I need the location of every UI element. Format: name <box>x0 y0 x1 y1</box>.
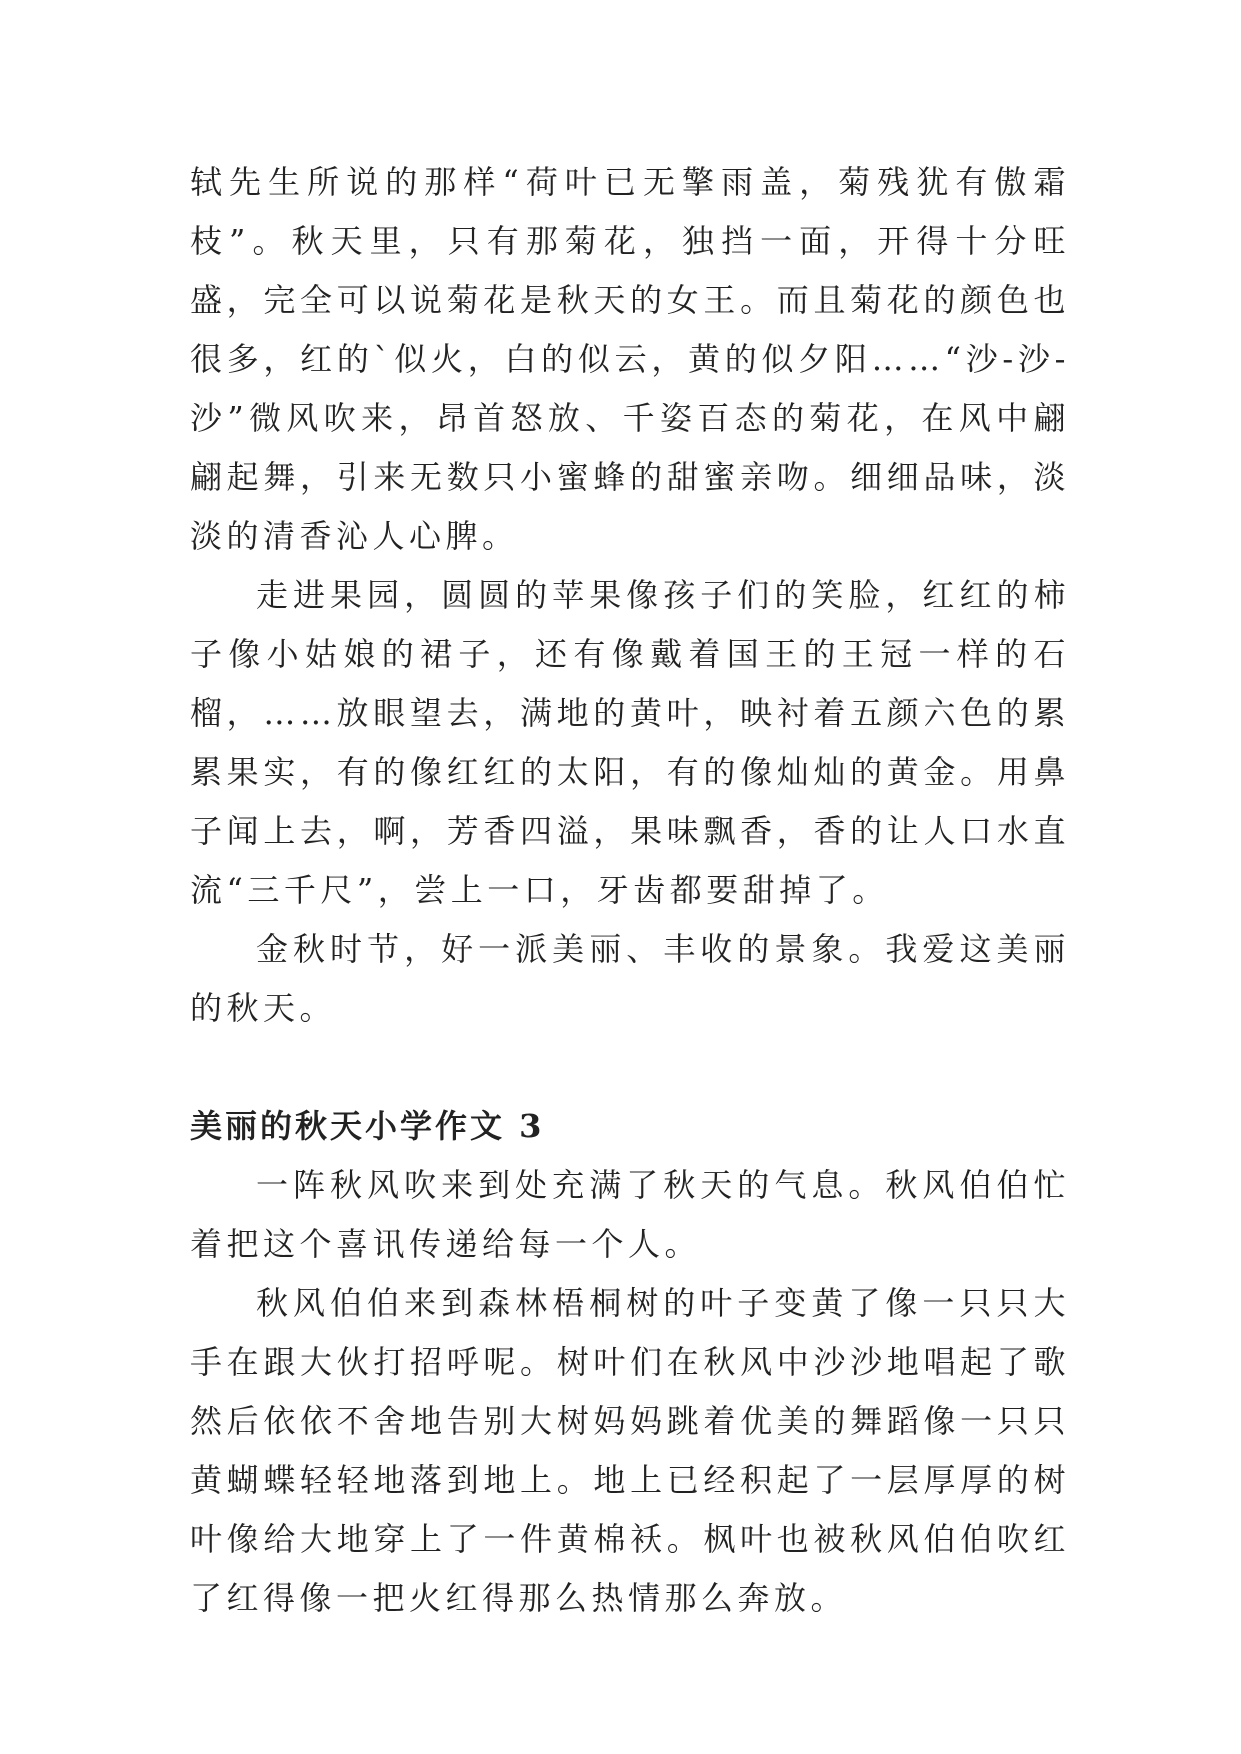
paragraph-orchard: 走进果园，圆圆的苹果像孩子们的笑脸，红红的柿子像小姑娘的裙子，还有像戴着国王的王冠一样的石榴，……放眼望去，满地的黄叶，映衬着五颜六色的累累果实，有的像红红的太阳，有的像灿灿的黄金。用鼻子闻上去，啊，芳香四溢，果味飘香，香的让人口水直流“三千尺”，尝上一口，牙齿都要甜掉了。 <box>190 576 1070 909</box>
paragraph-conclusion: 金秋时节，好一派美丽、丰收的景象。我爱这美丽的秋天。 <box>190 930 1070 1027</box>
paragraph-forest: 秋风伯伯来到森林梧桐树的叶子变黄了像一只只大手在跟大伙打招呼呢。树叶们在秋风中沙沙地唱起了歌然后依依不舍地告别大树妈妈跳着优美的舞蹈像一只只黄蝴蝶轻轻地落到地上。地上已经积起了一层厚厚的树叶像给大地穿上了一件黄棉袄。枫叶也被秋风伯伯吹红了红得像一把火红得那么热情那么奔放。 <box>190 1284 1070 1617</box>
document-body <box>190 153 1070 1628</box>
section-title: 美丽的秋天小学作文 3 <box>190 1107 545 1145</box>
paragraph-chrysanthemum: 轼先生所说的那样“荷叶已无擎雨盖，菊残犹有傲霜枝”。秋天里，只有那菊花，独挡一面，开得十分旺盛，完全可以说菊花是秋天的女王。而且菊花的颜色也很多，红的`似火，白的似云，黄的似夕阳……“沙-沙-沙”微风吹来，昂首怒放、千姿百态的菊花，在风中翩翩起舞，引来无数只小蜜蜂的甜蜜亲吻。细细品味，淡淡的清香沁人心脾。 <box>190 163 1070 555</box>
paragraph-autumn-wind: 一阵秋风吹来到处充满了秋天的气息。秋风伯伯忙着把这个喜讯传递给每一个人。 <box>190 1166 1070 1263</box>
